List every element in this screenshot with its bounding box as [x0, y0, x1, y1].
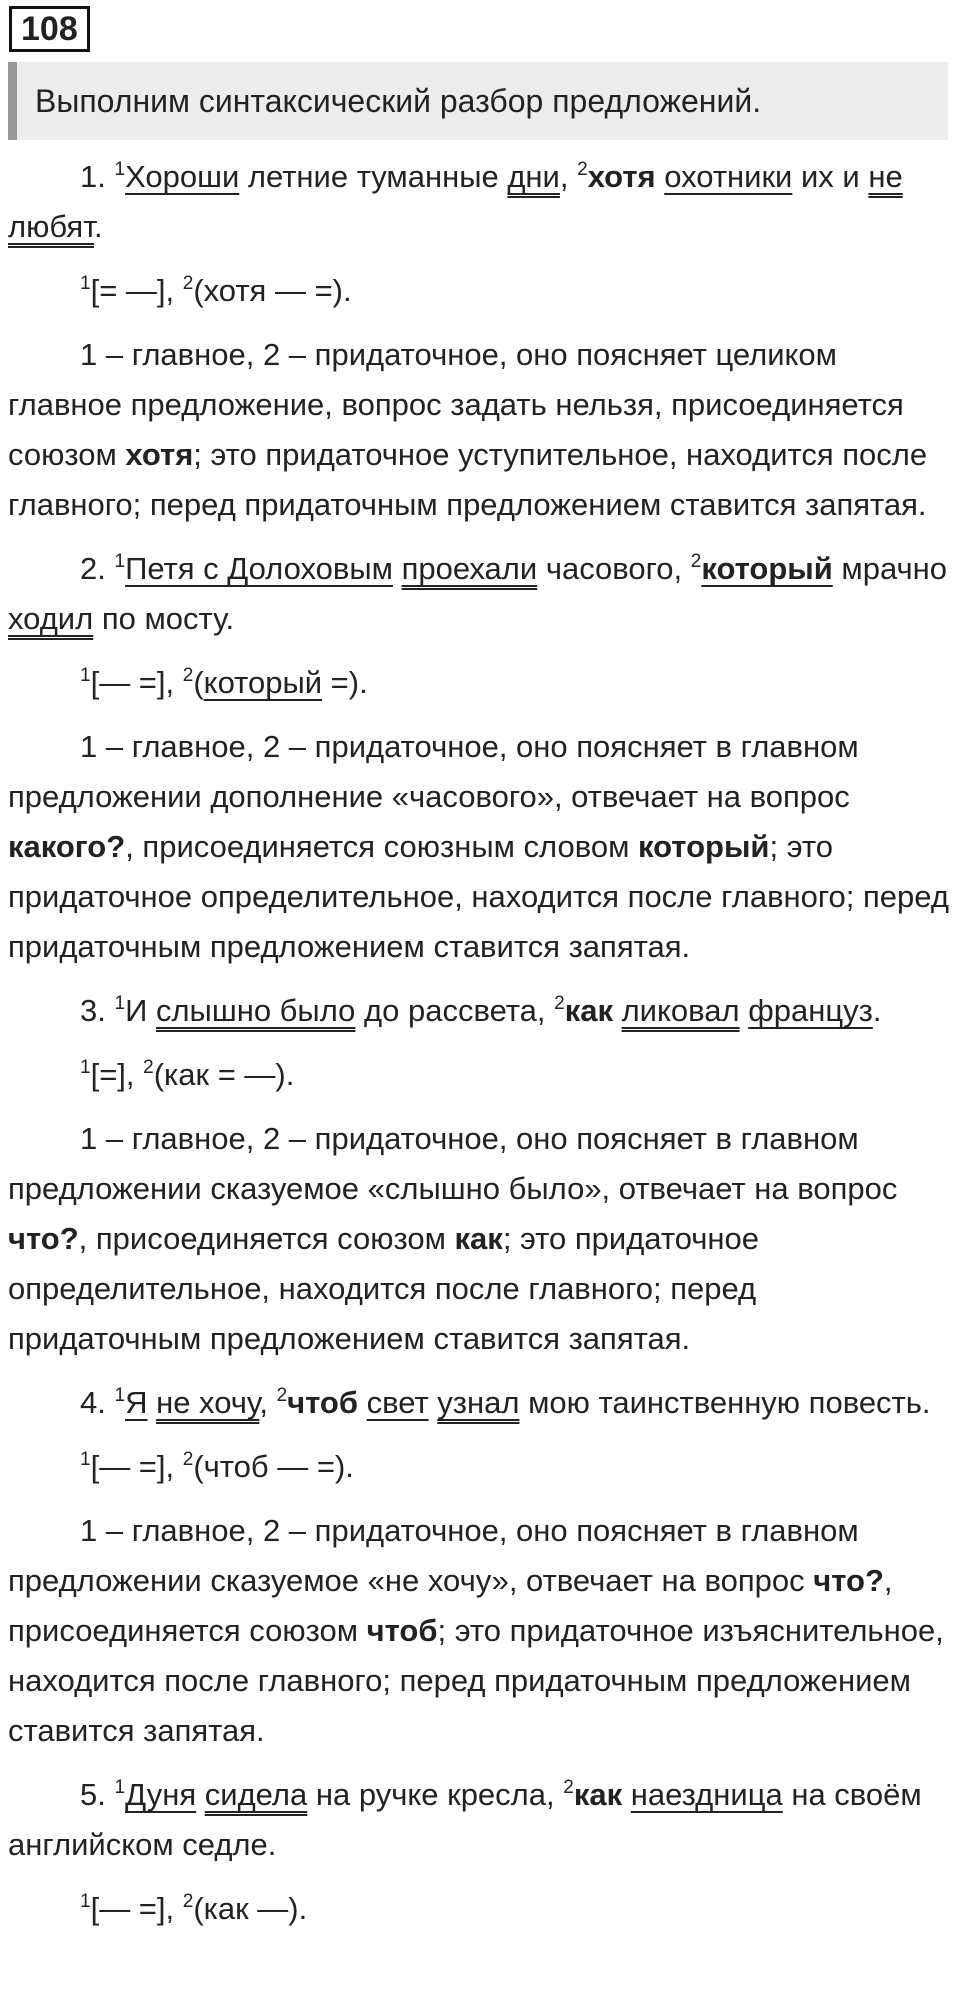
scheme-part: =). [322, 665, 368, 700]
question: что? [813, 1563, 884, 1598]
text-fragment: И [125, 993, 156, 1028]
predicate: слышно было [155, 993, 356, 1028]
predicate: ходил [8, 601, 94, 636]
text-fragment: на ручке кресла, [307, 1777, 555, 1812]
subject: француз [748, 993, 873, 1028]
predicate: дни [507, 159, 560, 194]
scheme-part: (как —). [193, 1891, 308, 1926]
text-fragment: 1 – главное, 2 – придаточное, оно поясняет в главном предложении дополнение «часового», отвечает на вопрос [8, 729, 859, 814]
predicate: не любят [8, 159, 903, 244]
text-fragment: , присоединяется союзом [8, 1563, 893, 1648]
subject: Хороши [125, 159, 240, 194]
subject: охотники [664, 159, 793, 194]
text-fragment: по мосту. [93, 601, 235, 636]
scheme-2: $^1$[— =], $^2$(который =). [80, 665, 368, 700]
text-fragment: ; это придаточное определительное, находится после главного; перед придаточным предложением ставится запятая. [8, 1221, 760, 1356]
conjunction: хотя [587, 159, 656, 194]
subject: Я [125, 1385, 148, 1420]
instruction-banner [8, 62, 948, 140]
scheme-1: $^1$[= —], $^2$(хотя — =). [80, 273, 352, 308]
sentence-5: 5. $^1$Дуня сидела на ручке кресла, $^2$как наездница на своём английском седле. [8, 1777, 922, 1862]
explanation-1 [8, 330, 952, 530]
text-fragment: мрачно [841, 551, 948, 586]
scheme-part: (чтоб — =). [193, 1449, 354, 1484]
scheme-part: [— =], [90, 665, 183, 700]
text-fragment: ; это придаточное изъяснительное, находится после главного; перед придаточным предложением ставится запятая. [8, 1613, 944, 1748]
sentence-2: 2. $^1$Петя с Долоховым проехали часового, $^2$который мрачно ходил по мосту. [8, 551, 948, 636]
text-fragment: . [93, 209, 103, 244]
sentence-number: 3. [80, 993, 106, 1028]
scheme-5: $^1$[— =], $^2$(как —). [80, 1891, 308, 1926]
sentence-4: 4. $^1$Я не хочу, $^2$чтоб свет узнал мою таинственную повесть. [80, 1385, 931, 1420]
text-fragment: , [259, 1385, 268, 1420]
scheme-part: (хотя — =). [193, 273, 352, 308]
text-fragment: их и [792, 159, 869, 194]
predicate: не хочу [156, 1385, 260, 1420]
explanation-3 [8, 1114, 952, 1364]
text-fragment: 1 – главное, 2 – придаточное, оно поясняет в главном предложении сказуемое «не хочу», отвечает на вопрос [8, 1513, 859, 1598]
text-fragment: ; это придаточное определительное, находится после главного; перед придаточным предложением ставится запятая. [8, 829, 949, 964]
sentence-number: 1. [80, 159, 106, 194]
text-fragment: летние туманные [239, 159, 508, 194]
conjunction: как [573, 1777, 623, 1812]
instruction-text: Выполним синтаксический разбор предложений. [35, 83, 762, 119]
text-fragment: 1 – главное, 2 – придаточное, оно поясняет в главном предложении сказуемое «слышно было», отвечает на вопрос [8, 1121, 898, 1206]
conjunction: как [564, 993, 613, 1028]
text-fragment: часового, [537, 551, 683, 586]
sentence-number: 5. [80, 1777, 106, 1812]
subject: Дуня [125, 1777, 197, 1812]
conjunction: чтоб [366, 1613, 438, 1648]
text-fragment: , присоединяется союзом [78, 1221, 455, 1256]
scheme-part: [— =], [90, 1449, 183, 1484]
text-fragment: на своём английском седле. [8, 1777, 922, 1862]
text-fragment: ; это придаточное уступительное, находится после главного; перед придаточным предложением ставится запятая. [8, 437, 928, 522]
conjunction: чтоб [287, 1385, 358, 1420]
task-number: 108 [9, 6, 90, 52]
conjunction: как [454, 1221, 503, 1256]
subject: свет [366, 1385, 429, 1420]
text-fragment: мою таинственную повесть. [519, 1385, 931, 1420]
text-fragment: 1 – главное, 2 – придаточное, оно поясняет целиком главное предложение, вопрос задать нельзя, присоединяется союзом [8, 337, 904, 472]
sentence-number: 2. [80, 551, 106, 586]
predicate: узнал [437, 1385, 520, 1420]
subject: наездница [630, 1777, 783, 1812]
scheme-3: $^1$[=], $^2$(как = —). [80, 1057, 295, 1092]
predicate: сидела [204, 1777, 308, 1812]
predicate: проехали [401, 551, 538, 586]
subject: Петя с Долоховым [125, 551, 393, 586]
question: какого? [8, 829, 126, 864]
explanation-4 [8, 1506, 952, 1756]
text-fragment: . [872, 993, 882, 1028]
explanation-2 [8, 722, 952, 972]
predicate: ликовал [621, 993, 740, 1028]
scheme-part: [— =], [90, 1891, 183, 1926]
text-fragment: до рассвета, [355, 993, 546, 1028]
scheme-part: который [203, 665, 323, 700]
conjunction-word: который [638, 829, 770, 864]
scheme-part: [= —], [90, 273, 183, 308]
text-fragment: , присоединяется союзным словом [125, 829, 639, 864]
scheme-part: (как = —). [153, 1057, 295, 1092]
conjunction-word: который [701, 551, 833, 586]
sentence-3: 3. $^1$И слышно было до рассвета, $^2$как ликовал француз. [80, 993, 882, 1028]
conjunction: хотя [125, 437, 194, 472]
question: что? [8, 1221, 79, 1256]
text-fragment: , [559, 159, 569, 194]
analysis-content [8, 152, 952, 1948]
scheme-part: [=], [90, 1057, 144, 1092]
sentence-1: 1. $^1$Хороши летние туманные дни, $^2$хотя охотники их и не любят. [8, 159, 903, 244]
scheme-part: ( [193, 665, 204, 700]
scheme-4: $^1$[— =], $^2$(чтоб — =). [80, 1449, 354, 1484]
sentence-number: 4. [80, 1385, 106, 1420]
